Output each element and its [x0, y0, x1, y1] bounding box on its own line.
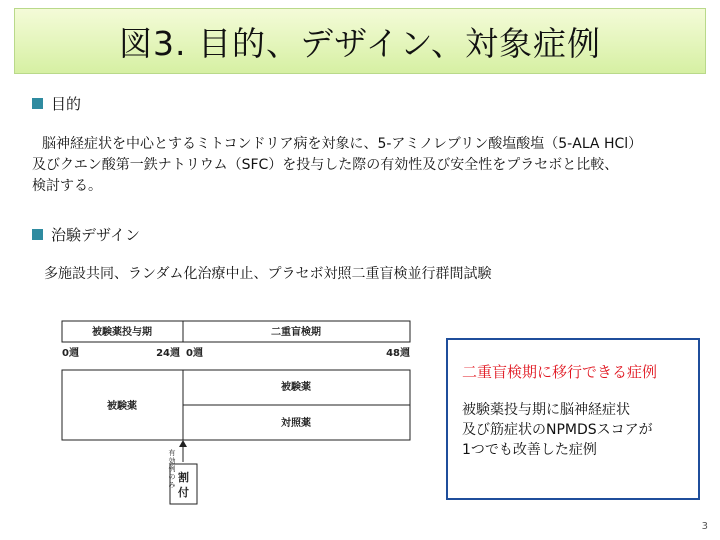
arrow-up-icon [179, 440, 187, 447]
arrow-note-char: み [168, 481, 176, 489]
objective-heading-label: 目的 [51, 95, 82, 113]
placebo-label: 対照薬 [281, 418, 311, 429]
week-0-left: 0週 [62, 348, 79, 359]
week-24: 24週 [156, 348, 180, 359]
phase1-label: 被験薬投与期 [92, 327, 152, 338]
design-text: 多施設共同、ランダム化治療中止、プラセボ対照二重盲検並行群間試験 [44, 266, 492, 282]
week-0-right: 0週 [186, 348, 203, 359]
callout-line: 1つでも改善した症例 [462, 442, 597, 458]
design-heading-label: 治験デザイン [51, 226, 140, 244]
randomize-char: 割 [178, 471, 189, 484]
drug-right-label: 被験薬 [281, 382, 311, 393]
arrow-note-char: 効 [168, 457, 176, 465]
page-number: 3 [701, 521, 708, 532]
slide-title: 図3. 目的、デザイン、対象症例 [118, 23, 602, 63]
drug-left-label: 被験薬 [107, 401, 137, 412]
callout-line: 及び筋症状のNPMDSスコアが [462, 422, 653, 438]
eligibility-callout [446, 338, 700, 500]
randomize-char: 付 [178, 486, 189, 499]
week-48: 48週 [386, 348, 410, 359]
objective-line: 及びクエン酸第一鉄ナトリウム（SFC）を投与した際の有効性及び安全性をプラセボと比較、 [32, 157, 619, 173]
objective-line: 脳神経症状を中心とするミトコンドリア病を対象に、5-アミノレブリン酸塩酸塩（5-ALA HCl） [42, 136, 643, 152]
callout-line: 被験薬投与期に脳神経症状 [462, 402, 630, 418]
arrow-note-char: 例 [168, 465, 176, 473]
phase2-label: 二重盲検期 [271, 327, 321, 338]
objective-line: 検討する。 [32, 178, 102, 194]
callout-heading: 二重盲検期に移行できる症例 [462, 363, 658, 381]
arrow-note-char: 有 [168, 449, 176, 457]
arrow-note-char: の [168, 473, 176, 481]
